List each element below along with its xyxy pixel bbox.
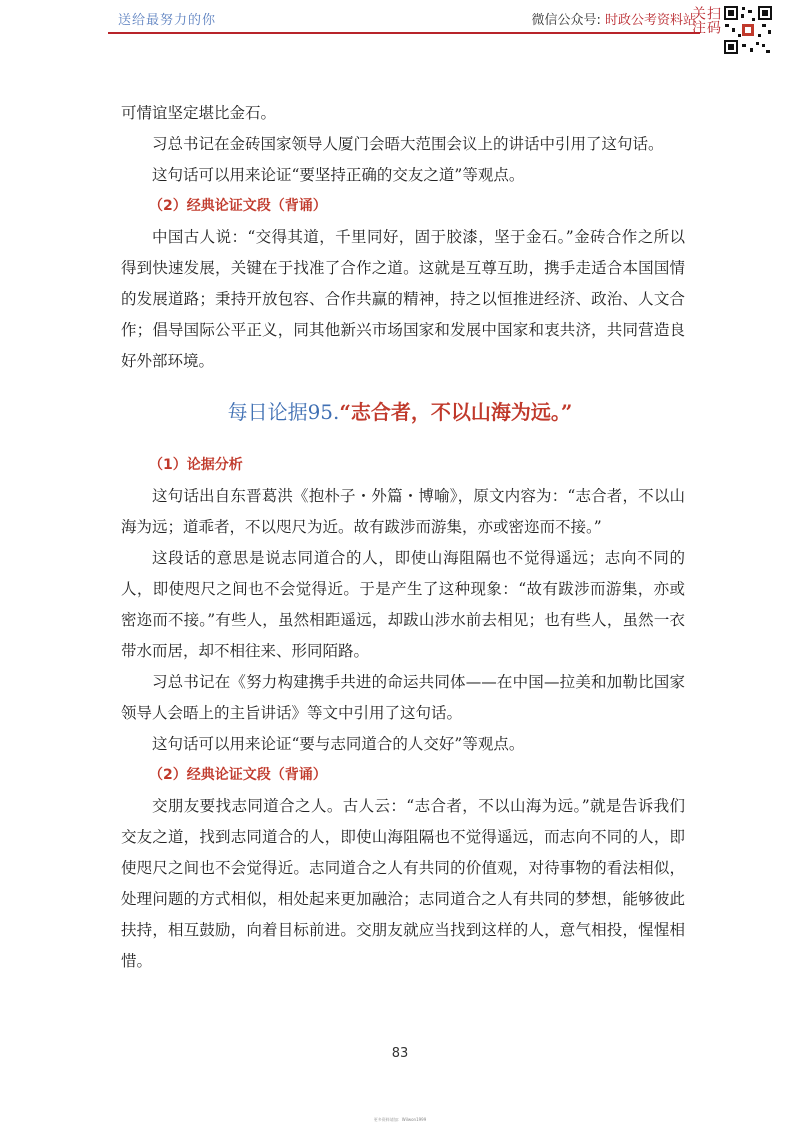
footnote: 更多资料请加：Wilwon1999 (373, 1117, 427, 1122)
qr-code-icon[interactable] (722, 4, 774, 56)
page-title (0, 396, 800, 425)
page-header (0, 0, 800, 40)
paragraph: 可情谊坚定堪比金石。 (121, 104, 277, 122)
page-number: 83 (391, 1046, 409, 1061)
section-continuation (121, 98, 685, 377)
header-divider (108, 32, 700, 34)
section-95 (121, 450, 685, 977)
essay-paragraph: 交朋友要找志同道合之人。古人云：“志合者，不以山海为远。”就是告诉我们交友之道，找到志同道合的人，即使山海阻隔也不觉得遥远，而志向不同的人，即使咫尺之间也不会觉得近。志同道合之人有共同的价值观，对待事物的看法相似，处理问题的方式相似，相处起来更加融洽；志同道合之人有共同的梦想，能够彼此扶持，相互鼓励，向着目标前进。交朋友就应当找到这样的人，意气相投，惺惺相惜。 (121, 797, 685, 970)
header-slogan: 送给最努力的你 (118, 13, 217, 28)
wechat-account (531, 9, 696, 28)
paragraph: 习总书记在《努力构建携手共进的命运共同体——在中国—拉美和加勒比国家领导人会晤上的主旨讲话》等文中引用了这句话。 (121, 673, 685, 722)
title-quote: “志合者，不以山海为远。” (339, 400, 573, 424)
title-prefix: 每日论据95. (227, 400, 340, 424)
subheading-essay: （2）经典论证文段（背诵） (149, 198, 327, 214)
paragraph: 这句话可以用来论证“要与志同道合的人交好”等观点。 (152, 735, 525, 753)
paragraph: 这句话出自东晋葛洪《抱朴子・外篇・博喻》，原文内容为：“志合者，不以山海为远；道乖者，不以咫尺为近。故有跋涉而游集，亦或密迩而不接。” (121, 487, 685, 536)
paragraph: 这句话可以用来论证“要坚持正确的交友之道”等观点。 (152, 166, 525, 184)
paragraph: 这段话的意思是说志同道合的人，即使山海阻隔也不觉得遥远；志向不同的人，即使咫尺之间也不会觉得近。于是产生了这种现象：“故有跋涉而游集，亦或密迩而不接。”有些人，虽然相距遥远，却跋山涉水前去相见；也有些人，虽然一衣带水而居，却不相往来、形同陌路。 (121, 549, 685, 660)
wechat-label: 微信公众号: (531, 13, 601, 28)
subheading-analysis: （1）论据分析 (149, 457, 243, 473)
wechat-name: 时政公考资料站 (604, 13, 696, 28)
scan-follow-label: 扫码关注 (690, 6, 721, 34)
paragraph: 习总书记在金砖国家领导人厦门会晤大范围会议上的讲话中引用了这句话。 (152, 135, 664, 153)
essay-paragraph: 中国古人说：“交得其道，千里同好，固于胶漆，坚于金石。”金砖合作之所以得到快速发展，关键在于找准了合作之道。这就是互尊互助，携手走适合本国国情的发展道路；秉持开放包容、合作共赢的精神，持之以恒推进经济、政治、人文合作；倡导国际公平正义，同其他新兴市场国家和发展中国家和衷共济，共同营造良好外部环境。 (121, 228, 685, 370)
subheading-essay: （2）经典论证文段（背诵） (149, 767, 327, 783)
